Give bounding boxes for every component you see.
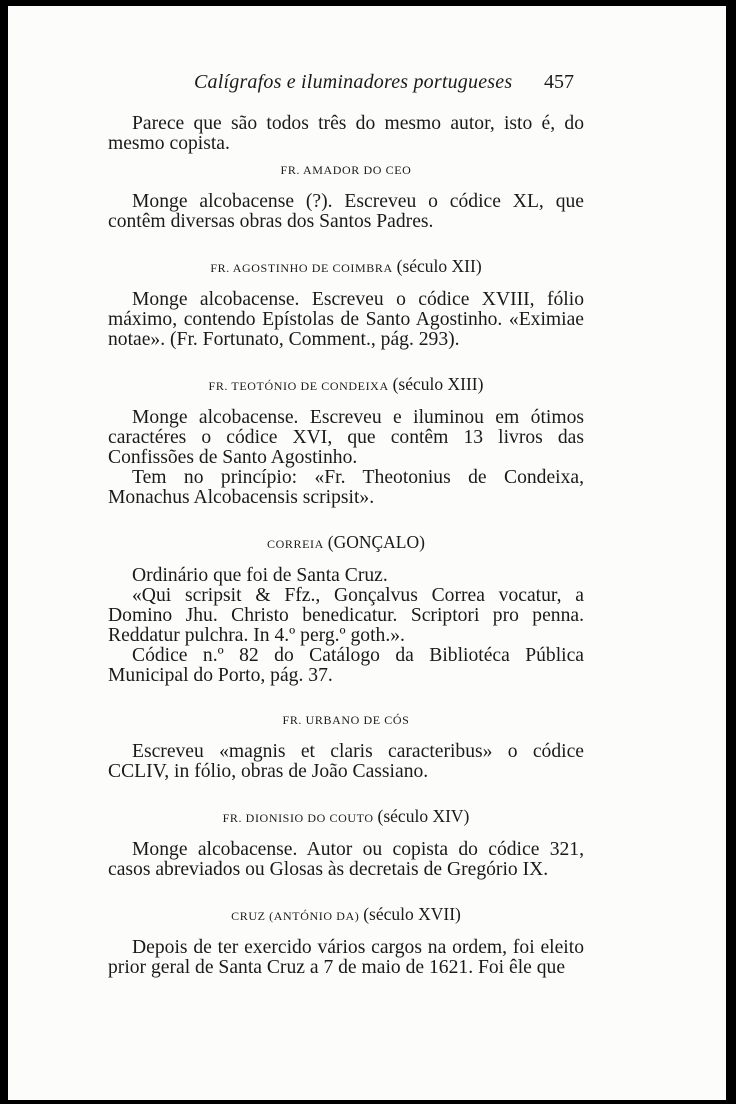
body-paragraph: Monge alcobacense. Autor ou copista do códice 321, casos abreviados ou Glosas às decretais de Gregório IX.	[108, 839, 584, 880]
book-page	[8, 6, 726, 1100]
running-title: Calígrafos e iluminadores portugueses	[194, 71, 513, 93]
entry-name: CRUZ (ANTÓNIO DA)	[231, 909, 360, 923]
entry-heading	[108, 904, 584, 926]
page-number: 457	[544, 71, 574, 93]
entry-date: (GONÇALO)	[327, 532, 425, 552]
entry-heading	[108, 256, 584, 278]
entry-date: (século XIII)	[392, 374, 484, 394]
entry-name: FR. URBANO DE CÓS	[282, 713, 410, 727]
page-body	[108, 114, 584, 978]
entry-date: (século XVII)	[363, 904, 461, 924]
body-paragraph: Monge alcobacense. Escreveu o códice XVIII, fólio máximo, contendo Epístolas de Santo Agostinho. «Eximiae notae». (Fr. Fortunato, Comment., pág. 293).	[108, 289, 584, 350]
entry-name: FR. DIONISIO DO COUTO	[222, 811, 374, 825]
body-paragraph: Códice n.º 82 do Catálogo da Bibliotéca Pública Municipal do Porto, pág. 37.	[108, 645, 584, 686]
entry-heading	[108, 374, 584, 396]
entry-heading	[108, 710, 584, 730]
entry-date: (século XIV)	[377, 806, 470, 826]
entry-heading	[108, 532, 584, 554]
body-paragraph: Ordinário que foi de Santa Cruz.	[132, 565, 388, 586]
body-paragraph: «Qui scripsit & Ffz., Gonçalvus Correa vocatur, a Domino Jhu. Christo benedicatur. Scriptori pro penna. Reddatur pulchra. In 4.º perg.º goth.».	[108, 585, 584, 646]
entry-name: FR. AGOSTINHO DE COIMBRA	[210, 261, 393, 275]
body-paragraph: Escreveu «magnis et claris caracteribus» o códice CCLIV, in fólio, obras de João Cassiano.	[108, 741, 584, 782]
entry-heading	[108, 160, 584, 180]
entry-heading	[108, 806, 584, 828]
body-paragraph: Monge alcobacense. Escreveu e iluminou em ótimos caractéres o códice XVI, que contêm 13 livros das Confissões de Santo Agostinho.	[108, 407, 584, 468]
body-paragraph: Monge alcobacense (?). Escreveu o códice XL, que contêm diversas obras dos Santos Padres.	[108, 191, 584, 232]
body-paragraph: Depois de ter exercido vários cargos na ordem, foi eleito prior geral de Santa Cruz a 7 de maio de 1621. Foi êle que	[108, 937, 584, 978]
entry-name: FR. TEOTÓNIO DE CONDEIXA	[208, 379, 389, 393]
body-paragraph: Parece que são todos três do mesmo autor, isto é, do mesmo copista.	[108, 113, 584, 154]
entry-name: FR. AMADOR DO CEO	[280, 163, 412, 177]
entry-name: CORREIA	[267, 537, 324, 551]
entry-date: (século XII)	[396, 256, 482, 276]
page-header	[8, 71, 726, 101]
body-paragraph: Tem no princípio: «Fr. Theotonius de Condeixa, Monachus Alcobacensis scripsit».	[108, 467, 584, 508]
